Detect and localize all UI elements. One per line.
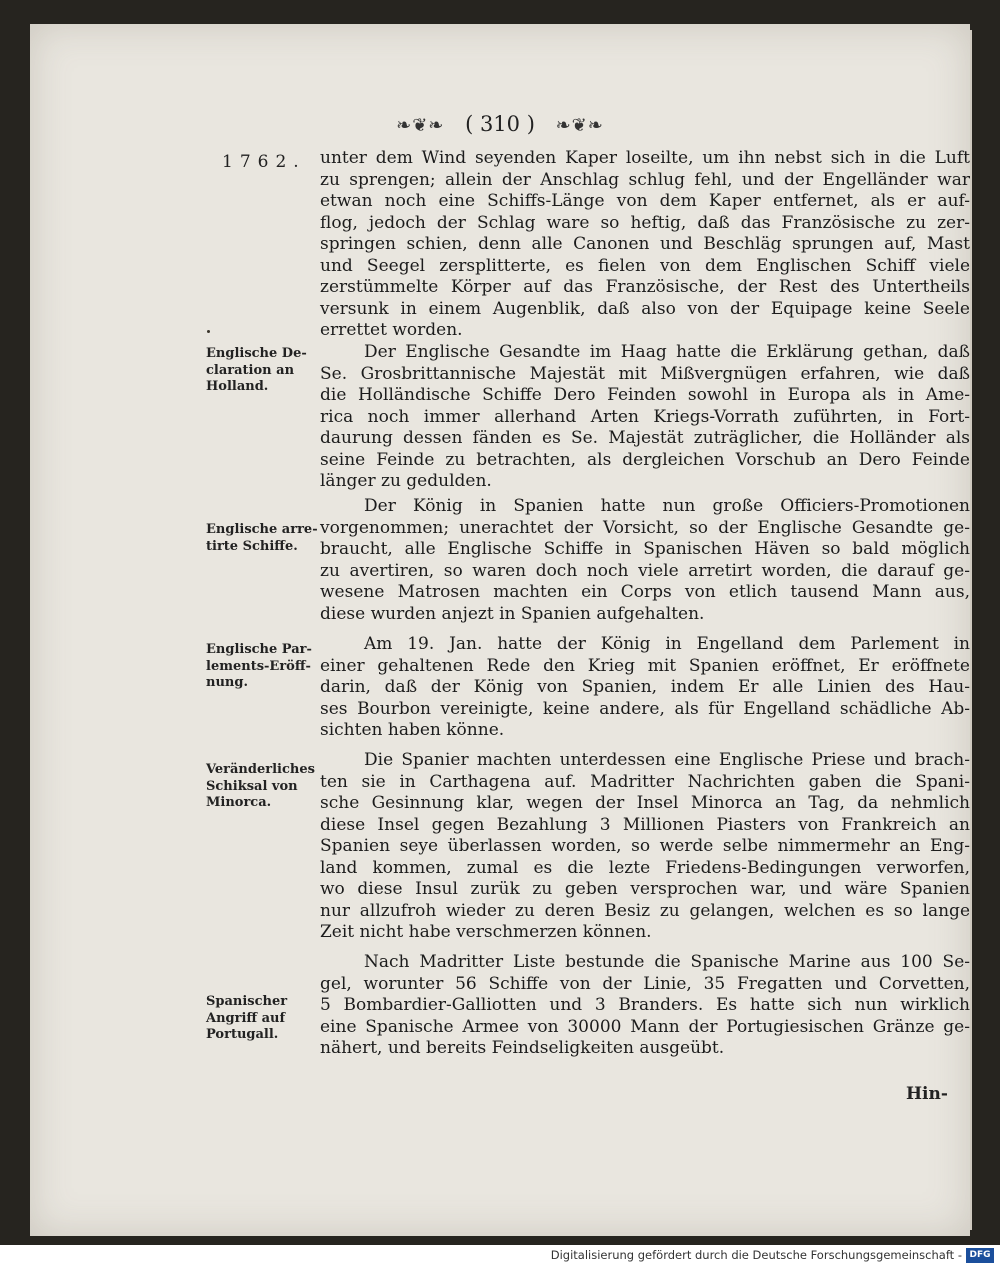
text-line: Spanien seye überlassen worden, so werde selbe nimmermehr an Eng- bbox=[320, 836, 970, 856]
page-header bbox=[30, 112, 970, 136]
marginal-note-minorca bbox=[206, 762, 318, 812]
paragraph-5 bbox=[320, 750, 970, 944]
marginal-line: Englische De- bbox=[206, 346, 307, 361]
marginal-line: nung. bbox=[206, 675, 248, 690]
paragraph-3 bbox=[320, 496, 970, 625]
text-line: land kommen, zumal es die lezte Friedens-Bedingungen verworfen, bbox=[320, 857, 970, 878]
paragraph-2 bbox=[320, 342, 970, 493]
text-line: wesene Matrosen machten ein Corps von etlich tausend Mann aus, bbox=[320, 582, 970, 602]
marginal-line: Angriff auf bbox=[206, 1010, 286, 1026]
marginal-line: Veränderliches bbox=[206, 762, 315, 777]
footer-credit: Digitalisierung gefördert durch die Deutsche Forschungsgemeinschaft - bbox=[550, 1248, 962, 1262]
text-line: vorgenommen; unerachtet der Vorsicht, so der Englische Gesandte ge- bbox=[320, 517, 970, 538]
text-line: eine Spanische Armee von 30000 Mann der Portugiesischen Gränze ge- bbox=[320, 1016, 970, 1037]
text-line: zu sprengen; allein der Anschlag schlug fehl, und der Engelländer war bbox=[320, 169, 970, 190]
paragraph-6 bbox=[320, 952, 970, 1060]
text-line: etwan noch eine Schiffs-Länge von dem Kaper entfernet, als er auf- bbox=[320, 191, 970, 211]
text-line: Der König in Spanien hatte nun große Officiers-Promotionen bbox=[364, 496, 970, 516]
text-line: darin, daß der König von Spanien, indem Er alle Linien des Hau- bbox=[320, 677, 970, 697]
text-line: errettet worden. bbox=[320, 320, 463, 340]
text-line: unter dem Wind seyenden Kaper loseilte, um ihn nebst sich in die Luft bbox=[320, 148, 970, 168]
marginal-line: Englische Par- bbox=[206, 642, 312, 657]
paragraph-4 bbox=[320, 634, 970, 742]
marginal-line: tirte Schiffe. bbox=[206, 538, 298, 554]
marginal-line: Portugall. bbox=[206, 1027, 279, 1042]
year-marker: 1762. bbox=[222, 152, 306, 172]
marginal-line: Schiksal von bbox=[206, 778, 298, 794]
page-number: ( 310 ) bbox=[465, 112, 535, 136]
catchword: Hin- bbox=[906, 1084, 948, 1104]
marginal-line: claration an bbox=[206, 362, 295, 378]
text-line: länger zu gedulden. bbox=[320, 471, 492, 491]
footer-bar bbox=[0, 1245, 1000, 1267]
text-line: Am 19. Jan. hatte der König in Engelland dem Parlement in bbox=[364, 634, 970, 654]
text-line: diese Insel gegen Bezahlung 3 Millionen Piasters von Frankreich an bbox=[320, 814, 970, 835]
marginal-note-parliament bbox=[206, 642, 318, 692]
text-line: einer gehaltenen Rede den Krieg mit Spanien eröffnet, Er eröffnete bbox=[320, 655, 970, 676]
dfg-logo: DFG bbox=[966, 1248, 994, 1263]
text-line: seine Feinde zu betrachten, als dergleichen Vorschub an Dero Feinde bbox=[320, 449, 970, 470]
text-line: und Seegel zersplitterte, es fielen von dem Englischen Schiff viele bbox=[320, 255, 970, 276]
text-line: 5 Bombardier-Galliotten und 3 Branders. Es hatte sich nun wirklich bbox=[320, 995, 970, 1015]
ink-speck bbox=[207, 330, 210, 333]
book-page bbox=[30, 24, 970, 1236]
text-line: zerstümmelte Körper auf das Französische, der Rest des Untertheils bbox=[320, 277, 970, 297]
text-line: ses Bourbon vereinigte, keine andere, als für Engelland schädliche Ab- bbox=[320, 698, 970, 719]
text-line: die Holländische Schiffe Dero Feinden sowohl in Europa als in Ame- bbox=[320, 385, 970, 405]
marginal-note-declaration bbox=[206, 346, 318, 396]
marginal-note-ships bbox=[206, 522, 318, 555]
text-line: zu avertiren, so waren doch noch viele arretirt worden, die darauf ge- bbox=[320, 560, 970, 581]
marginal-line: Minorca. bbox=[206, 795, 272, 810]
text-line: braucht, alle Englische Schiffe in Spanischen Häven so bald möglich bbox=[320, 539, 970, 559]
marginal-line: Spanischer bbox=[206, 994, 288, 1009]
text-line: rica noch immer allerhand Arten Kriegs-Vorrath zuführten, in Fort- bbox=[320, 406, 970, 427]
text-line: gel, worunter 56 Schiffe von der Linie, 35 Fregatten und Corvetten, bbox=[320, 973, 970, 994]
text-line: ten sie in Carthagena auf. Madritter Nachrichten gaben die Spani- bbox=[320, 771, 970, 792]
marginal-line: lements-Eröff- bbox=[206, 658, 311, 674]
paragraph-1 bbox=[320, 148, 970, 342]
text-line: Nach Madritter Liste bestunde die Spanische Marine aus 100 Se- bbox=[364, 952, 970, 972]
text-line: wo diese Insul zurük zu geben versprochen war, und wäre Spanien bbox=[320, 879, 970, 899]
marginal-line: Englische arre- bbox=[206, 522, 318, 537]
text-line: Der Englische Gesandte im Haag hatte die Erklärung gethan, daß bbox=[364, 342, 970, 362]
text-line: versunk in einem Augenblik, daß also von der Equipage keine Seele bbox=[320, 298, 970, 319]
header-ornament-left: ❧❦❧ bbox=[396, 115, 445, 136]
text-line: diese wurden anjezt in Spanien aufgehalten. bbox=[320, 603, 705, 624]
text-line: nähert, und bereits Feindseligkeiten ausgeübt. bbox=[320, 1038, 725, 1058]
text-line: sichten haben könne. bbox=[320, 720, 505, 740]
text-line: nur allzufroh wieder zu deren Besiz zu gelangen, welchen es so lange bbox=[320, 900, 970, 921]
header-ornament-right: ❧❦❧ bbox=[555, 115, 604, 136]
text-line: Se. Grosbrittannische Majestät mit Mißvergnügen erfahren, wie daß bbox=[320, 363, 970, 384]
text-line: flog, jedoch der Schlag ware so heftig, daß das Französische zu zer- bbox=[320, 212, 970, 233]
marginal-note-portugal bbox=[206, 994, 318, 1044]
text-line: daurung dessen fänden es Se. Majestät zuträglicher, die Holländer als bbox=[320, 428, 970, 448]
marginal-line: Holland. bbox=[206, 379, 269, 394]
text-line: sche Gesinnung klar, wegen der Insel Minorca an Tag, da nehmlich bbox=[320, 793, 970, 813]
text-line: springen schien, denn alle Canonen und Beschläg sprungen auf, Mast bbox=[320, 234, 970, 254]
text-line: Zeit nicht habe verschmerzen können. bbox=[320, 922, 652, 942]
text-line: Die Spanier machten unterdessen eine Englische Priese und brach- bbox=[364, 750, 970, 770]
